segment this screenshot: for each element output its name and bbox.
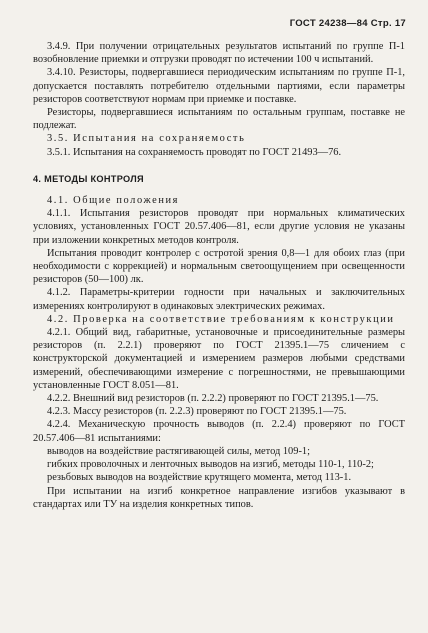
paragraph: 4.1. Общие положения [47,195,180,207]
paragraph: 4.2.3. Массу резисторов (п. 2.2.3) проверяют по ГОСТ 21395.1—75. [47,406,347,418]
paragraph: 3.5. Испытания на сохраняемость [47,133,246,145]
section-title: 4. МЕТОДЫ КОНТРОЛЯ [33,173,144,184]
paragraph: 4.2. Проверка на соответствие требованиям к конструкции [47,313,395,325]
section-3-continuation [33,40,405,159]
paragraph: 3.5.1. Испытания на сохраняемость проводят по ГОСТ 21493—76. [47,146,342,158]
paragraph: гибких проволочных и ленточных выводов на изгиб, методы 110-1, 110-2; [47,459,374,471]
paragraph: резьбовых выводов на воздействие крутящего момента, метод 113-1. [47,472,352,484]
paragraph: 4.1.2. Параметры-критерии годности при начальных и заключительных измерениях контролируют в одинаковых электрических режимах. [33,287,405,312]
paragraph: 4.2.4. Механическую прочность выводов (п. 2.2.4) проверяют по ГОСТ 20.57.406—81 испытаниями: [33,419,405,444]
paragraph: 4.2.1. Общий вид, габаритные, установочные и присоединительные размеры резисторов (п. 2.2.1) проверяют по ГОСТ 21395.1—75 сличением с конструкторской документацией и измерением размеров любыми средствами измерений, обеспечивающими измерение с погрешностями, не превышающими установленные ГОСТ 8.051—81. [33,327,405,391]
paragraph: Резисторы, подвергавшиеся испытаниям по остальным группам, поставке не подлежат. [33,107,405,132]
page-body [33,40,405,511]
section-4-body [33,194,405,511]
paragraph: 4.2.2. Внешний вид резисторов (п. 2.2.2) проверяют по ГОСТ 21395.1—75. [47,393,379,405]
paragraph: 3.4.9. При получении отрицательных результатов испытаний по группе П-1 возобновление приемки и отгрузки проводят по истечении 100 ч испытаний. [33,41,405,66]
paragraph: 3.4.10. Резисторы, подвергавшиеся периодическим испытаниям по группе П-1, допускается поставлять потребителю отдельными партиями, если параметры резисторов соответствуют нормам при приемке и поставке. [33,67,405,105]
paragraph: выводов на воздействие растягивающей силы, метод 109-1; [47,445,310,457]
paragraph: Испытания проводит контролер с остротой зрения 0,8—1 для обоих глаз (при необходимости с коррекцией) и нормальным светоощущением при освещенности резисторов (50—100) лк. [33,247,405,286]
paragraph: При испытании на изгиб конкретное направление изгибов указывают в стандартах или ТУ на изделия конкретных типов. [33,485,405,510]
paragraph: 4.1.1. Испытания резисторов проводят при нормальных климатических условиях, установленных ГОСТ 20.57.406—81, если другие условия не указаны при изложении конкретных методов контроля. [33,208,405,246]
page-header: ГОСТ 24238—84 Стр. 17 [289,18,406,29]
